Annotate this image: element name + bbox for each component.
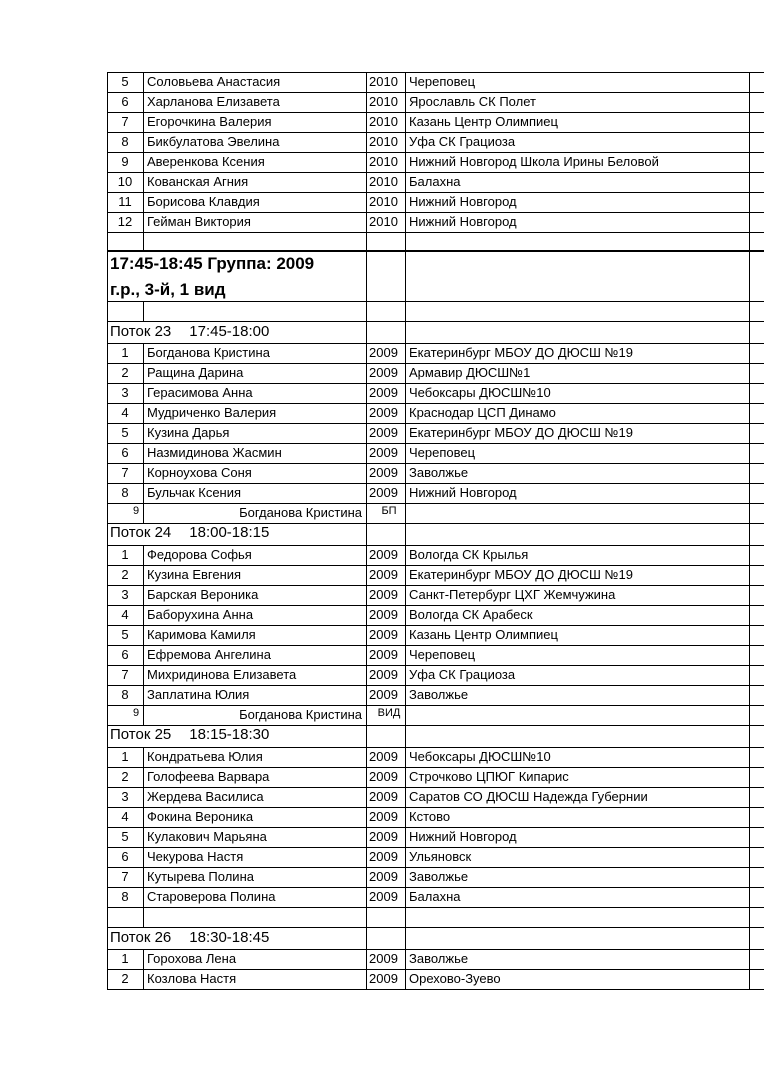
grid-line <box>107 545 764 546</box>
grid-line <box>107 250 764 252</box>
birth-year: 2009 <box>369 567 398 582</box>
city-club: Армавир ДЮСШ№1 <box>409 365 531 380</box>
grid-line <box>107 92 764 93</box>
grid-line <box>107 645 764 646</box>
birth-year: 2010 <box>369 134 398 149</box>
city-club: Балахна <box>409 889 461 904</box>
city-club: Чебоксары ДЮСШ№10 <box>409 385 551 400</box>
athlete-name: Ращина Дарина <box>147 365 244 380</box>
birth-year: 2009 <box>369 829 398 844</box>
city-club: Череповец <box>409 445 476 460</box>
athlete-name: Егорочкина Валерия <box>147 114 272 129</box>
group-title-line1: 17:45-18:45 Группа: 2009 <box>110 254 315 273</box>
grid-line <box>107 523 764 524</box>
grid-line <box>107 212 764 213</box>
birth-year: 2009 <box>369 365 398 380</box>
grid-line <box>107 463 764 464</box>
birth-year: 2009 <box>369 869 398 884</box>
athlete-name: Гейман Виктория <box>147 214 251 229</box>
grid-line <box>143 343 144 524</box>
row-number: 8 <box>121 889 129 904</box>
city-club: Череповец <box>409 74 476 89</box>
grid-line <box>107 403 764 404</box>
grid-line <box>107 767 764 768</box>
athlete-name: Борисова Клавдия <box>147 194 260 209</box>
athlete-name: Заплатина Юлия <box>147 687 250 702</box>
row-number: 5 <box>121 425 129 440</box>
potok23-extra-number: 9 <box>133 505 140 517</box>
potok24-extra-number: 9 <box>133 707 140 719</box>
birth-year: 2009 <box>369 627 398 642</box>
potok24-time: 18:00-18:15 <box>189 524 270 541</box>
potok24-label: Поток 24 <box>110 524 172 541</box>
grid-line <box>107 705 764 706</box>
row-number: 1 <box>121 951 129 966</box>
birth-year: 2009 <box>369 687 398 702</box>
athlete-name: Соловьева Анастасия <box>147 74 281 89</box>
grid-line <box>749 72 750 990</box>
grid-line <box>107 685 764 686</box>
athlete-name: Баборухина Анна <box>147 607 254 622</box>
city-club: Вологда СК Крылья <box>409 547 529 562</box>
row-number: 1 <box>121 749 129 764</box>
athlete-name: Кутырева Полина <box>147 869 254 884</box>
birth-year: 2009 <box>369 445 398 460</box>
potok24-extra-name: Богданова Кристина <box>239 707 362 722</box>
city-club: Нижний Новгород <box>409 485 517 500</box>
city-club: Кстово <box>409 809 451 824</box>
city-club: Заволжье <box>409 687 469 702</box>
grid-line <box>405 72 406 990</box>
birth-year: 2009 <box>369 667 398 682</box>
city-club: Вологда СК Арабеск <box>409 607 533 622</box>
grid-line <box>107 232 764 233</box>
row-number: 11 <box>118 194 132 209</box>
birth-year: 2009 <box>369 971 398 986</box>
grid-line <box>107 503 764 504</box>
row-number: 2 <box>121 769 129 784</box>
grid-line <box>107 827 764 828</box>
city-club: Екатеринбург МБОУ ДО ДЮСШ №19 <box>409 425 633 440</box>
city-club: Нижний Новгород <box>409 194 517 209</box>
row-number: 12 <box>117 214 133 229</box>
city-club: Ярославль СК Полет <box>409 94 536 109</box>
athlete-name: Голофеева Варвара <box>147 769 270 784</box>
city-club: Уфа СК Грациоза <box>409 667 516 682</box>
grid-line <box>107 927 764 928</box>
grid-line <box>107 343 764 344</box>
grid-line <box>107 847 764 848</box>
grid-line <box>107 585 764 586</box>
athlete-name: Кузина Дарья <box>147 425 230 440</box>
athlete-name: Назмидинова Жасмин <box>147 445 282 460</box>
grid-line <box>143 301 144 322</box>
row-number: 5 <box>121 829 129 844</box>
city-club: Заволжье <box>409 951 469 966</box>
city-club: Чебоксары ДЮСШ№10 <box>409 749 551 764</box>
row-number: 7 <box>121 465 129 480</box>
athlete-name: Харланова Елизавета <box>147 94 280 109</box>
row-number: 6 <box>121 849 129 864</box>
grid-line <box>107 605 764 606</box>
city-club: Санкт-Петербург ЦХГ Жемчужина <box>409 587 616 602</box>
birth-year: 2009 <box>369 607 398 622</box>
grid-line <box>107 363 764 364</box>
row-number: 8 <box>121 134 129 149</box>
row-number: 2 <box>121 567 129 582</box>
grid-line <box>107 192 764 193</box>
city-club: Екатеринбург МБОУ ДО ДЮСШ №19 <box>409 567 633 582</box>
city-club: Екатеринбург МБОУ ДО ДЮСШ №19 <box>409 345 633 360</box>
birth-year: 2010 <box>369 154 398 169</box>
athlete-name: Барская Вероника <box>147 587 259 602</box>
row-number: 7 <box>121 869 129 884</box>
birth-year: 2009 <box>369 405 398 420</box>
row-number: 3 <box>121 385 129 400</box>
row-number: 10 <box>117 174 133 189</box>
city-club: Уфа СК Грациоза <box>409 134 516 149</box>
row-number: 7 <box>121 667 129 682</box>
athlete-name: Староверова Полина <box>147 889 276 904</box>
row-number: 7 <box>121 114 129 129</box>
athlete-name: Герасимова Анна <box>147 385 253 400</box>
athlete-name: Горохова Лена <box>147 951 237 966</box>
birth-year: 2009 <box>369 587 398 602</box>
birth-year: 2010 <box>369 114 398 129</box>
city-club: Орехово-Зуево <box>409 971 501 986</box>
grid-line <box>107 969 764 970</box>
row-number: 8 <box>121 485 129 500</box>
grid-line <box>107 132 764 133</box>
row-number: 5 <box>121 627 129 642</box>
birth-year: 2010 <box>369 94 398 109</box>
city-club: Саратов СО ДЮСШ Надежда Губернии <box>409 789 648 804</box>
birth-year: 2009 <box>369 849 398 864</box>
grid-line <box>366 72 367 990</box>
athlete-name: Бульчак Ксения <box>147 485 242 500</box>
grid-line <box>107 72 108 990</box>
potok25-label: Поток 25 <box>110 726 172 743</box>
grid-line <box>107 172 764 173</box>
athlete-name: Ефремова Ангелина <box>147 647 271 662</box>
row-number: 5 <box>121 74 129 89</box>
athlete-name: Корноухова Соня <box>147 465 252 480</box>
row-number: 4 <box>121 809 129 824</box>
row-number: 2 <box>121 971 129 986</box>
grid-line <box>143 949 144 990</box>
grid-line <box>107 949 764 950</box>
city-club: Нижний Новгород Школа Ирины Беловой <box>409 154 659 169</box>
birth-year: 2010 <box>369 214 398 229</box>
potok24-header <box>110 524 269 542</box>
grid-line <box>107 152 764 153</box>
athlete-name: Кузина Евгения <box>147 567 242 582</box>
grid-line <box>107 483 764 484</box>
birth-year: 2010 <box>369 74 398 89</box>
birth-year: 2009 <box>369 749 398 764</box>
birth-year: 2009 <box>369 769 398 784</box>
athlete-name: Кондратьева Юлия <box>147 749 263 764</box>
birth-year: 2009 <box>369 465 398 480</box>
potok23-label: Поток 23 <box>110 323 172 340</box>
grid-line <box>107 907 764 908</box>
potok23-header <box>110 323 269 341</box>
birth-year: 2009 <box>369 425 398 440</box>
potok23-extra-name: Богданова Кристина <box>239 505 362 520</box>
grid-line <box>107 887 764 888</box>
city-club: Краснодар ЦСП Динамо <box>409 405 556 420</box>
row-number: 1 <box>121 547 129 562</box>
city-club: Балахна <box>409 174 461 189</box>
birth-year: 2010 <box>369 174 398 189</box>
grid-line <box>107 867 764 868</box>
athlete-name: Кулакович Марьяна <box>147 829 267 844</box>
city-club: Казань Центр Олимпиец <box>409 114 558 129</box>
athlete-name: Жердева Василиса <box>147 789 264 804</box>
row-number: 6 <box>121 647 129 662</box>
birth-year: 2009 <box>369 547 398 562</box>
grid-line <box>143 545 144 726</box>
potok25-header <box>110 726 269 744</box>
row-number: 4 <box>121 607 129 622</box>
city-club: Череповец <box>409 647 476 662</box>
athlete-name: Фокина Вероника <box>147 809 254 824</box>
athlete-name: Аверенкова Ксения <box>147 154 265 169</box>
potok26-header <box>110 929 269 947</box>
city-club: Заволжье <box>409 465 469 480</box>
grid-line <box>107 301 764 302</box>
group-title-line2: г.р., 3-й, 1 вид <box>110 280 226 299</box>
athlete-name: Богданова Кристина <box>147 345 270 360</box>
birth-year: 2009 <box>369 385 398 400</box>
athlete-name: Кованская Агния <box>147 174 249 189</box>
grid-line <box>143 72 144 251</box>
grid-line <box>107 383 764 384</box>
grid-line <box>107 112 764 113</box>
athlete-name: Михридинова Елизавета <box>147 667 297 682</box>
grid-line <box>107 443 764 444</box>
potok26-time: 18:30-18:45 <box>189 929 270 946</box>
birth-year: 2009 <box>369 345 398 360</box>
city-club: Ульяновск <box>409 849 472 864</box>
grid-line <box>107 72 764 73</box>
potok23-time: 17:45-18:00 <box>189 323 270 340</box>
city-club: Нижний Новгород <box>409 214 517 229</box>
birth-year: 2009 <box>369 485 398 500</box>
grid-line <box>107 747 764 748</box>
birth-year: 2009 <box>369 889 398 904</box>
birth-year: 2009 <box>369 789 398 804</box>
city-club: Заволжье <box>409 869 469 884</box>
athlete-name: Бикбулатова Эвелина <box>147 134 280 149</box>
birth-year: 2009 <box>369 809 398 824</box>
grid-line <box>107 807 764 808</box>
grid-line <box>107 321 764 322</box>
grid-line <box>107 625 764 626</box>
row-number: 3 <box>121 587 129 602</box>
grid-line <box>107 565 764 566</box>
row-number: 3 <box>121 789 129 804</box>
grid-line <box>107 423 764 424</box>
city-club: Строчково ЦПЮГ Кипарис <box>409 769 569 784</box>
row-number: 6 <box>121 445 129 460</box>
row-number: 6 <box>121 94 129 109</box>
potok23-extra-tag: БП <box>381 505 397 517</box>
potok25-time: 18:15-18:30 <box>189 726 270 743</box>
potok26-label: Поток 26 <box>110 929 172 946</box>
athlete-name: Каримова Камиля <box>147 627 256 642</box>
grid-line <box>143 747 144 928</box>
city-club: Нижний Новгород <box>409 829 517 844</box>
row-number: 2 <box>121 365 129 380</box>
athlete-name: Федорова Софья <box>147 547 252 562</box>
city-club: Казань Центр Олимпиец <box>409 627 558 642</box>
birth-year: 2009 <box>369 951 398 966</box>
row-number: 8 <box>121 687 129 702</box>
potok24-extra-tag: ВИД <box>377 707 401 719</box>
athlete-name: Чекурова Настя <box>147 849 244 864</box>
athlete-name: Мудриченко Валерия <box>147 405 277 420</box>
row-number: 1 <box>121 345 129 360</box>
grid-line <box>107 787 764 788</box>
birth-year: 2009 <box>369 647 398 662</box>
birth-year: 2010 <box>369 194 398 209</box>
grid-line <box>107 989 764 990</box>
athlete-name: Козлова Настя <box>147 971 237 986</box>
row-number: 4 <box>121 405 129 420</box>
row-number: 9 <box>121 154 129 169</box>
grid-line <box>107 725 764 726</box>
grid-line <box>107 665 764 666</box>
